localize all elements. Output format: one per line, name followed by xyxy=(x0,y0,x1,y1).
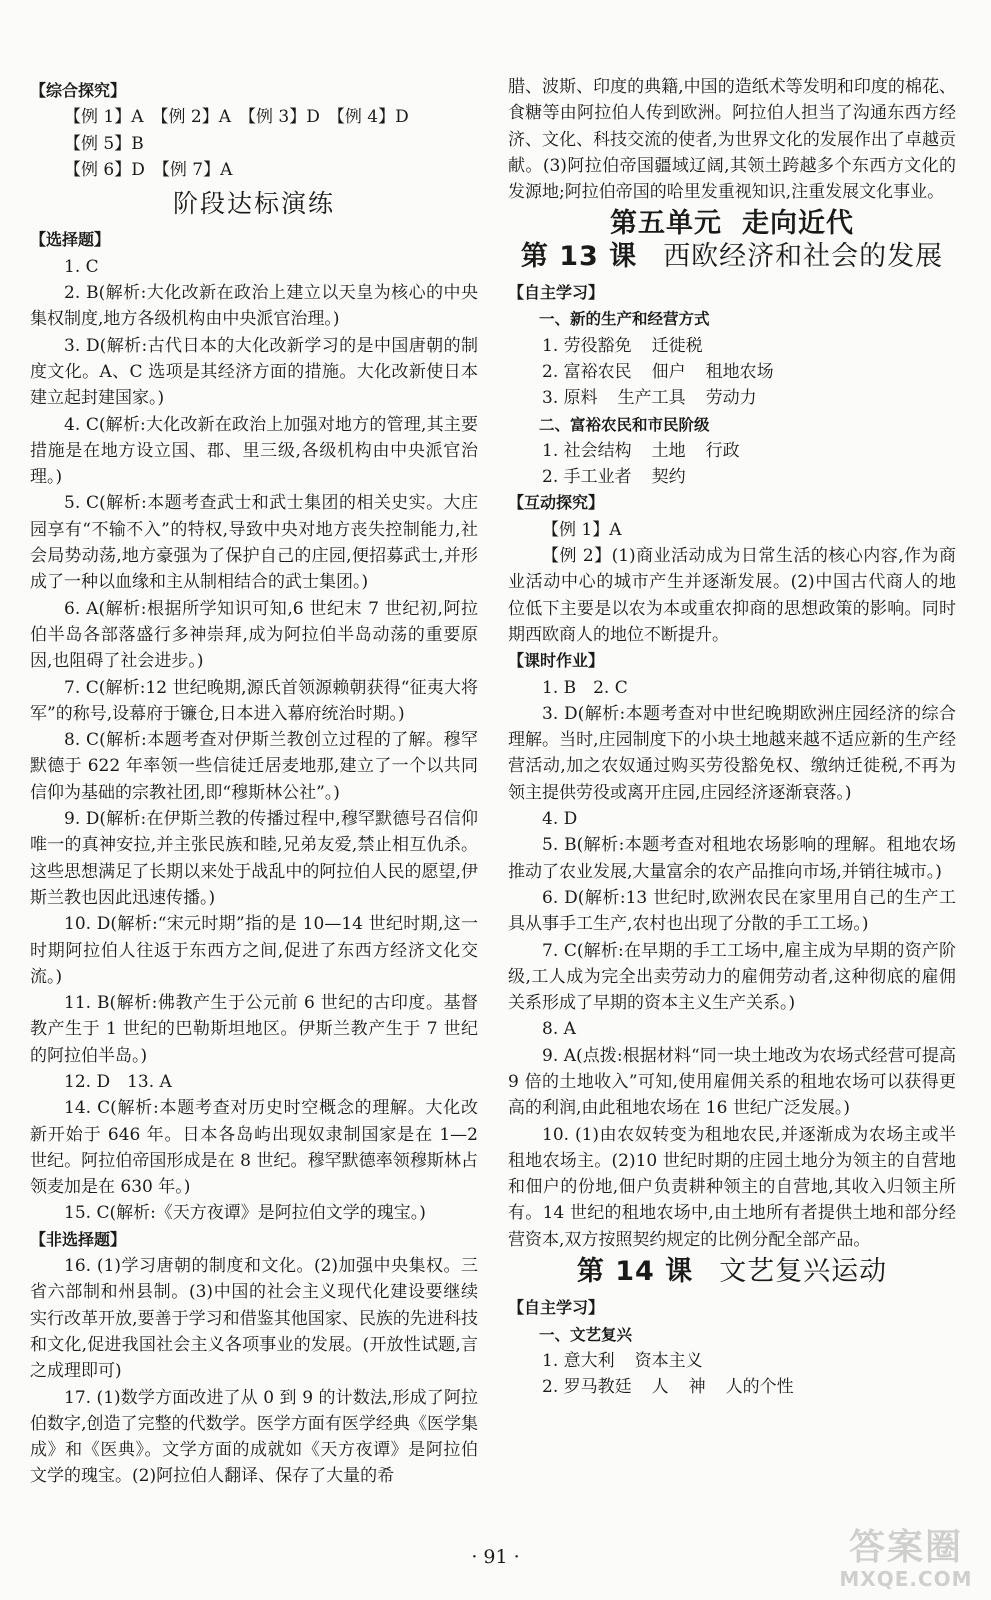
example-answer: 【例 5】B xyxy=(64,133,144,154)
answer-paragraph: 9. D(解析:在伊斯兰教的传播过程中,穆罕默德号召信仰唯一的真神安拉,并主张民族和睦,兄弟友爱,禁止相互仇杀。这些思想满足了长期以来处于战乱中的阿拉伯人民的愿望,伊斯兰教也因此迅速传播。) xyxy=(30,809,478,908)
answer-paragraph: 1. B 2. C xyxy=(542,677,628,698)
answer-paragraph: 10. (1)由农奴转变为租地农民,并逐渐成为农场主或半租地农场主。(2)10 世纪时期的庄园土地分为领主的自营地和佃户的份地,佃户负责耕种领主的自营地,其收入归领主所有。14 世纪的租地农场中,由土地所有者提供土地和部分经营资本,双方按照契约规定的比例分配全部产品。 xyxy=(508,1124,956,1250)
example-answer: 【例 4】D xyxy=(327,107,409,128)
subsection-heading: 二、富裕农民和市民阶级 xyxy=(539,415,710,434)
lesson-number: 第 13 课 xyxy=(520,240,638,272)
answer-paragraph: 10. D(解析:“宋元时期”指的是 10—14 世纪时期,这一时期阿拉伯人往返于东西方之间,促进了东西方经济文化交流。) xyxy=(30,914,478,987)
answer-paragraph: 16. (1)学习唐朝的制度和文化。(2)加强中央集权。三省六部制和州县制。(3)中国的社会主义现代化建设要继续实行改革开放,要善于学习和借鉴其他国家、民族的先进科技和文化,促进我国社会主义各项事业的发展。(开放性试题,言之成理即可) xyxy=(30,1256,478,1382)
answer-paragraph: 3. D(解析:本题考查对中世纪晚期欧洲庄园经济的综合理解。当时,庄园制度下的小块土地越来越不适应新的生产经营活动,加之农奴通过购买劳役豁免权、缴纳迁徙税,不再为领主提供劳役或离开庄园,庄园经济逐渐衰落。) xyxy=(508,703,956,803)
section-heading-self-study: 【自主学习】 xyxy=(508,283,605,303)
answer-paragraph: 9. A(点拨:根据材料“同一块土地改为农场式经营可提高 9 倍的土地收入”可知,使用雇佣关系的租地农场可以获得更高的利润,由此租地农场在 16 世纪广泛发展。) xyxy=(508,1045,956,1119)
answer-paragraph: 17. (1)数学方面改进了从 0 到 9 的计数法,形成了阿拉伯数字,创造了完整的代数学。医学方面有医学经典《医学集成》和《医典》。文学方面的成就如《天方夜谭》是阿拉伯文学的瑰宝。(2)阿拉伯人翻译、保存了大量的希 xyxy=(30,1387,478,1487)
answer-paragraph: 8. C(解析:本题考查对伊斯兰教创立过程的了解。穆罕默德于 622 年率领一些信徒迁居麦地那,建立了一个以共同信仰为基础的宗教社团,即“穆斯林公社”。) xyxy=(30,730,478,803)
example-answer: 【例 7】A xyxy=(152,159,233,180)
answer-paragraph: 11. B(解析:佛教产生于公元前 6 世纪的古印度。基督教产生于 1 世纪的巴勒斯坦地区。伊斯兰教产生于 7 世纪的阿拉伯半岛。) xyxy=(30,993,478,1066)
section-heading-nonchoice: 【非选择题】 xyxy=(30,1229,127,1249)
watermark-url: MXQE.COM xyxy=(839,1567,973,1591)
lesson-name: 文艺复兴运动 xyxy=(719,1256,888,1288)
example-answer: 【例 1】A xyxy=(542,519,622,540)
answer-paragraph: 1. C xyxy=(64,256,99,277)
answer-line: 2. 手工业者 契约 xyxy=(542,467,686,488)
answer-paragraph: 5. C(解析:本题考查武士和武士集团的相关史实。大庄园享有“不输不入”的特权,导致中央对地方丧失控制能力,社会局势动荡,地方豪强为了保护自己的庄园,便招募武士,并形成了一种以血缘和主从制相结合的武士集团。) xyxy=(30,493,478,593)
lesson-name: 西欧经济和社会的发展 xyxy=(663,240,944,272)
stage-title: 阶段达标演练 xyxy=(172,189,335,219)
example-answer: 【例 1】A xyxy=(64,107,144,128)
section-heading-choice: 【选择题】 xyxy=(30,230,111,250)
answer-line: 1. 劳役豁免 迁徙税 xyxy=(542,335,703,356)
example-answer: 【例 2】A xyxy=(151,107,231,128)
answer-paragraph: 14. C(解析:本题考查对历史时空概念的理解。大化改新开始于 646 年。日本各岛屿出现奴隶制国家是在 1—2 世纪。阿拉伯帝国形成是在 8 世纪。穆罕默德率领穆斯林占领麦加是在 630 年。) xyxy=(30,1098,478,1198)
lesson-number: 第 14 课 xyxy=(576,1256,694,1288)
answer-continuation: 腊、波斯、印度的典籍,中国的造纸术等发明和印度的棉花、食糖等由阿拉伯人传到欧洲。阿拉伯人担当了沟通东西方经济、文化、科技交流的使者,为世界文化的发展作出了卓越贡献。(3)阿拉伯帝国疆域辽阔,其领土跨越多个东西方文化的发源地;阿拉伯帝国的哈里发重视知识,注重发展文化事业。 xyxy=(508,77,956,203)
lesson-13-title xyxy=(508,240,956,272)
example-answer: 【例 6】D xyxy=(64,159,145,180)
answer-paragraph: 15. C(解析:《天方夜谭》是阿拉伯文学的瑰宝。) xyxy=(64,1203,426,1224)
section-heading-interactive: 【互动探究】 xyxy=(508,493,605,513)
section-heading-comprehensive: 【综合探究】 xyxy=(30,81,127,100)
answer-paragraph: 6. A(解析:根据所学知识可知,6 世纪末 7 世纪初,阿拉伯半岛各部落盛行多神崇拜,成为阿拉伯半岛动荡的重要原因,也阻碍了社会进步。) xyxy=(30,598,478,672)
answer-paragraph: 7. C(解析:12 世纪晚期,源氏首领源赖朝获得“征夷大将军”的称号,设幕府于镰仓,日本进入幕府统治时期。) xyxy=(30,677,478,724)
answer-paragraph: 5. B(解析:本题考查对租地农场影响的理解。租地农场推动了农业发展,大量富余的农产品推向市场,并销往城市。) xyxy=(508,835,956,882)
answer-line: 2. 罗马教廷 人 神 人的个性 xyxy=(542,1377,794,1398)
answer-paragraph: 12. D 13. A xyxy=(64,1071,172,1092)
answer-line: 1. 意大利 资本主义 xyxy=(542,1350,703,1371)
watermark-text: 答案圈 xyxy=(848,1527,963,1568)
answer-line: 3. 原料 生产工具 劳动力 xyxy=(542,388,757,409)
examples-row-1 xyxy=(30,104,478,157)
answer-line: 1. 社会结构 土地 行政 xyxy=(542,440,740,461)
unit-name: 走向近代 xyxy=(742,208,854,240)
answer-paragraph: 6. D(解析:13 世纪时,欧洲农民在家里用自己的生产工具从事手工生产,农村也出现了分散的手工工场。) xyxy=(508,887,956,935)
answer-line: 2. 富裕农民 佃户 租地农场 xyxy=(542,361,774,382)
unit-title xyxy=(508,208,956,240)
answer-paragraph: 3. D(解析:古代日本的大化改新学习的是中国唐朝的制度文化。A、C 选项是其经济方面的措施。大化改新使日本建立起封建国家。) xyxy=(30,335,478,409)
examples-row-2 xyxy=(30,157,478,183)
answer-paragraph: 4. D xyxy=(542,809,578,830)
page-number: · 91 · xyxy=(471,1546,520,1568)
answer-paragraph: 7. C(解析:在早期的手工工场中,雇主成为早期的资产阶级,工人成为完全出卖劳动力的雇佣劳动者,这种彻底的雇佣关系形成了早期的资本主义生产关系。) xyxy=(508,940,956,1014)
lesson-14-title xyxy=(508,1256,956,1288)
example-answer: 【例 3】D xyxy=(239,107,320,128)
watermark-logo xyxy=(831,1528,981,1594)
left-column xyxy=(30,78,478,1490)
section-heading-homework: 【课时作业】 xyxy=(508,651,605,671)
answer-paragraph: 2. B(解析:大化改新在政治上建立以天皇为核心的中央集权制度,地方各级机构由中央派官治理。) xyxy=(30,283,478,330)
subsection-heading: 一、文艺复兴 xyxy=(539,1325,633,1344)
subsection-heading: 一、新的生产和经营方式 xyxy=(539,310,710,329)
unit-number: 第五单元 xyxy=(610,208,722,240)
answer-paragraph: 4. C(解析:大化改新在政治上加强对地方的管理,其主要措施是在地方设立国、郡、里三级,各级机构由中央派官治理。) xyxy=(30,414,478,488)
example-answer: 【例 2】(1)商业活动成为日常生活的核心内容,作为商业活动中心的城市产生并逐渐发展。(2)中国古代商人的地位低下主要是以农为本或重农抑商的思想政策的影响。同时期西欧商人的地位不断提升。 xyxy=(508,546,957,645)
right-column xyxy=(508,74,956,1401)
section-heading-self-study: 【自主学习】 xyxy=(508,1298,605,1318)
answer-paragraph: 8. A xyxy=(542,1019,576,1040)
